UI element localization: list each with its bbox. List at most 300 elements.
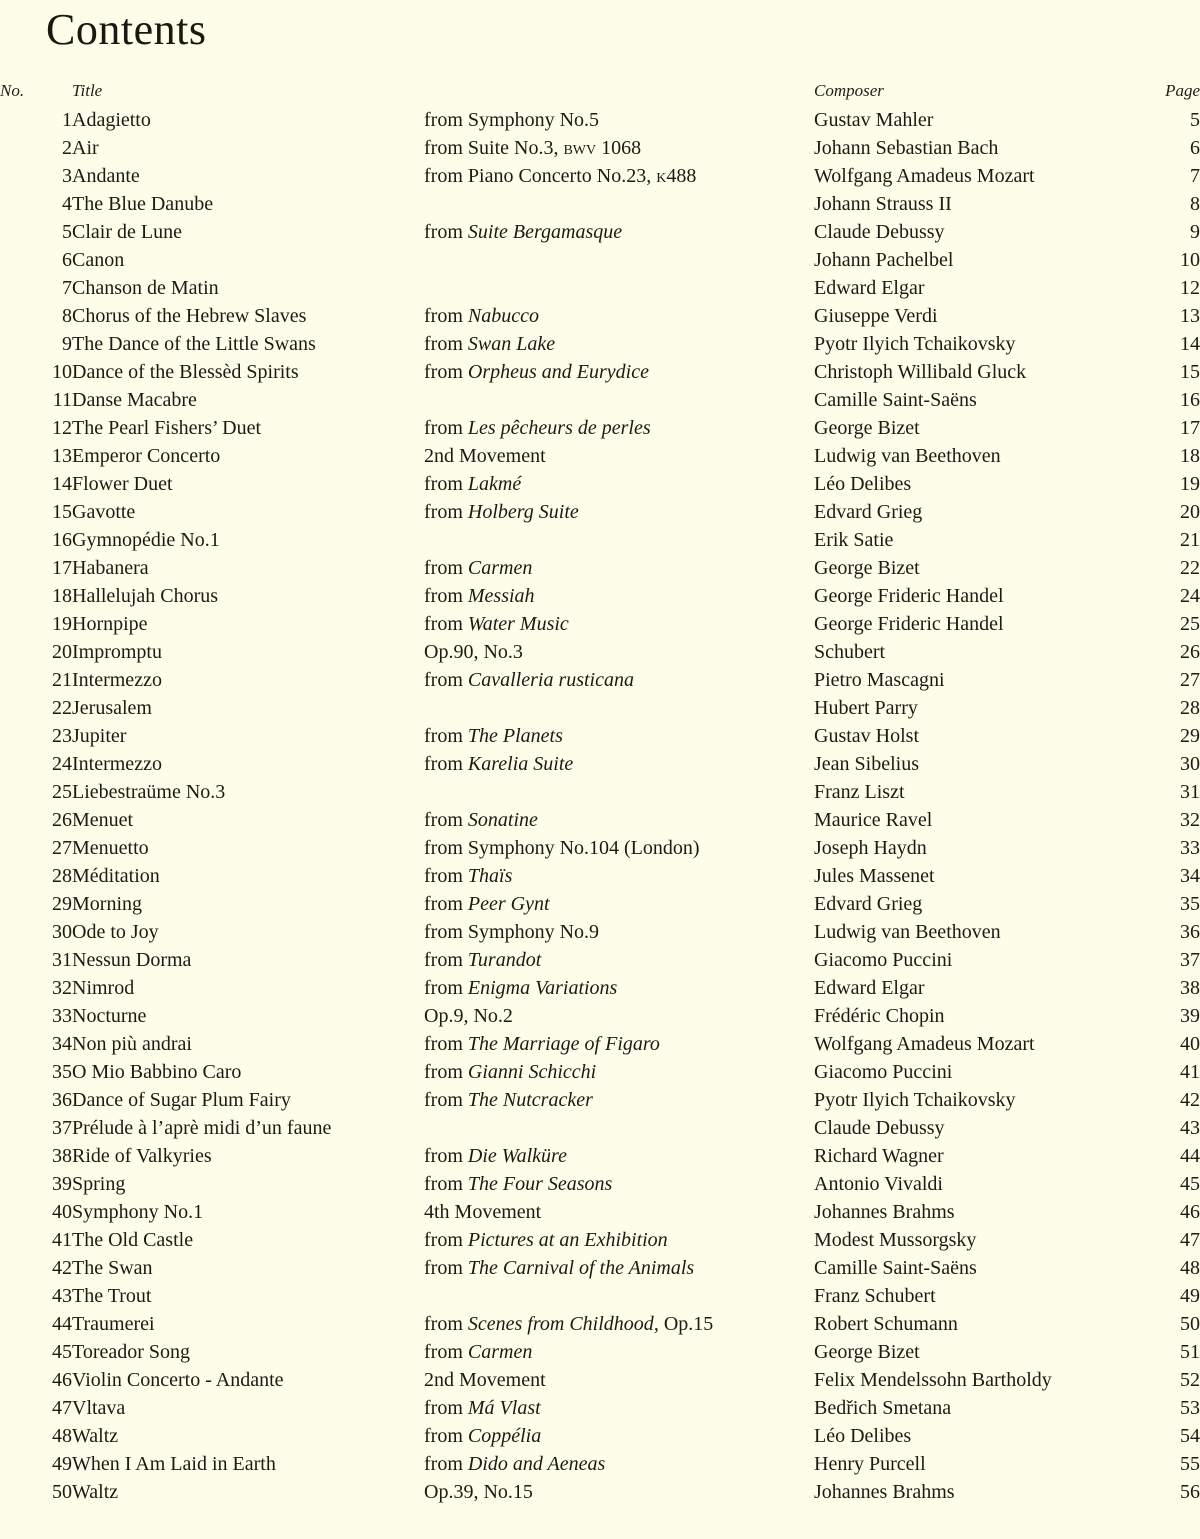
table-row[interactable] — [0, 722, 1200, 750]
table-row[interactable] — [0, 330, 1200, 358]
entry-composer: Edward Elgar — [814, 277, 925, 299]
entry-source: from Carmen — [424, 557, 533, 579]
entry-page-number[interactable]: 33 — [1180, 837, 1200, 859]
entry-source-work: Thaïs — [467, 865, 513, 887]
entry-source: from Carmen — [424, 1341, 533, 1363]
table-row[interactable] — [0, 806, 1200, 834]
entry-composer: George Bizet — [814, 557, 920, 579]
entry-page-number[interactable]: 14 — [1180, 333, 1200, 355]
table-row[interactable] — [0, 1086, 1200, 1114]
entry-source-work: The Planets — [467, 725, 563, 747]
entry-title[interactable]: Flower Duet — [72, 473, 173, 495]
entry-source: from Scenes from Childhood, Op.15 — [424, 1313, 714, 1335]
entry-page-number[interactable]: 13 — [1180, 305, 1200, 327]
entry-source-work: Orpheus and Eurydice — [467, 361, 649, 383]
entry-page-number[interactable]: 22 — [1180, 557, 1200, 579]
entry-number: 23 — [52, 725, 72, 747]
table-row[interactable] — [0, 1366, 1200, 1394]
entry-source-work: Peer Gynt — [467, 893, 550, 915]
entry-composer: Antonio Vivaldi — [814, 1173, 943, 1195]
table-row[interactable] — [0, 498, 1200, 526]
entry-composer: Claude Debussy — [814, 1117, 945, 1139]
entry-source-work: Symphony No.9 — [467, 921, 600, 943]
entry-source: from Karelia Suite — [424, 753, 574, 775]
entry-source — [424, 1478, 814, 1506]
entry-composer: Johann Pachelbel — [814, 249, 954, 271]
table-row[interactable] — [0, 1450, 1200, 1478]
entry-source-work: Cavalleria rusticana — [467, 669, 634, 691]
entry-source — [424, 1002, 814, 1030]
entry-page-number[interactable]: 36 — [1180, 921, 1200, 943]
entry-composer: Johannes Brahms — [814, 1201, 955, 1223]
table-header — [0, 76, 1200, 106]
entry-source — [424, 526, 814, 554]
entry-composer: Ludwig van Beethoven — [814, 921, 1001, 943]
table-row[interactable] — [0, 190, 1200, 218]
entry-source-work: Suite Bergamasque — [467, 221, 623, 243]
table-row[interactable] — [0, 1310, 1200, 1338]
table-row[interactable] — [0, 750, 1200, 778]
entry-composer: Felix Mendelssohn Bartholdy — [814, 1369, 1052, 1391]
entry-title[interactable]: Clair de Lune — [72, 221, 182, 243]
entry-page-number[interactable]: 20 — [1180, 501, 1200, 523]
entry-composer: Richard Wagner — [814, 1145, 944, 1167]
entry-page-number[interactable]: 55 — [1180, 1453, 1200, 1475]
table-row[interactable] — [0, 1422, 1200, 1450]
entry-page-number[interactable]: 41 — [1180, 1061, 1200, 1083]
entry-composer: Modest Mussorgsky — [814, 1229, 977, 1251]
entry-number: 4 — [62, 193, 72, 215]
entry-composer: Maurice Ravel — [814, 809, 933, 831]
entry-composer: Henry Purcell — [814, 1453, 926, 1475]
entry-composer: Erik Satie — [814, 529, 894, 551]
entry-number: 13 — [52, 445, 72, 467]
entry-number: 28 — [52, 865, 72, 887]
entry-page-number[interactable]: 26 — [1180, 641, 1200, 663]
catalogue-sigla: bwv — [563, 137, 597, 159]
entry-source-work: 4th Movement — [424, 1201, 542, 1223]
entry-title[interactable]: Ride of Valkyries — [72, 1145, 212, 1167]
entry-title[interactable]: Nocturne — [72, 1005, 147, 1027]
entry-title[interactable]: Intermezzo — [72, 753, 162, 775]
entry-composer: Wolfgang Amadeus Mozart — [814, 1033, 1035, 1055]
entry-page-number[interactable]: 5 — [1190, 109, 1200, 131]
entry-number: 38 — [52, 1145, 72, 1167]
entry-source-work: Nabucco — [467, 305, 539, 327]
entry-page-number[interactable]: 44 — [1180, 1145, 1200, 1167]
entry-composer: Ludwig van Beethoven — [814, 445, 1001, 467]
entry-page-number[interactable]: 19 — [1180, 473, 1200, 495]
entry-title[interactable]: Chanson de Matin — [72, 277, 219, 299]
entry-source: from Suite Bergamasque — [424, 221, 623, 243]
entry-composer: Johann Sebastian Bach — [814, 137, 999, 159]
entry-composer: Wolfgang Amadeus Mozart — [814, 165, 1035, 187]
entry-page-number[interactable]: 29 — [1180, 725, 1200, 747]
entry-page-number[interactable]: 9 — [1190, 221, 1200, 243]
entry-title[interactable]: The Old Castle — [72, 1229, 194, 1251]
entry-title[interactable]: Danse Macabre — [72, 389, 197, 411]
entry-title[interactable]: The Pearl Fishers’ Duet — [72, 417, 262, 439]
entry-number: 40 — [52, 1201, 72, 1223]
entry-composer: Pyotr Ilyich Tchaikovsky — [814, 333, 1016, 355]
entry-number: 50 — [52, 1481, 72, 1503]
entry-title[interactable]: Habanera — [72, 557, 149, 579]
table-row[interactable] — [0, 1478, 1200, 1506]
entry-source: from Orpheus and Eurydice — [424, 361, 649, 383]
entry-title[interactable]: Jupiter — [72, 725, 127, 747]
entry-source-work: Sonatine — [467, 809, 538, 831]
entry-page-number[interactable]: 10 — [1180, 249, 1200, 271]
entry-composer: George Frideric Handel — [814, 585, 1004, 607]
entry-page-number[interactable]: 39 — [1180, 1005, 1200, 1027]
column-header-composer: Composer — [814, 81, 884, 100]
entry-page-number[interactable]: 51 — [1180, 1341, 1200, 1363]
entry-source-work: Coppélia — [467, 1425, 542, 1447]
entry-source: from Lakmé — [424, 473, 522, 495]
page-title: Contents — [46, 5, 207, 54]
entry-page-number[interactable]: 27 — [1180, 669, 1200, 691]
entry-title[interactable]: Spring — [72, 1173, 126, 1195]
entry-number: 42 — [52, 1257, 72, 1279]
entry-page-number[interactable]: 30 — [1180, 753, 1200, 775]
entry-title[interactable]: Menuet — [72, 809, 134, 831]
entry-source — [424, 1114, 814, 1142]
table-row[interactable] — [0, 1002, 1200, 1030]
entry-composer: Edward Elgar — [814, 977, 925, 999]
table-row[interactable] — [0, 582, 1200, 610]
entry-source: from The Planets — [424, 725, 563, 747]
entry-source-work: Turandot — [467, 949, 542, 971]
entry-composer: Frédéric Chopin — [814, 1005, 945, 1027]
entry-source-work: The Nutcracker — [467, 1089, 593, 1111]
entry-number: 47 — [52, 1397, 72, 1419]
table-row[interactable] — [0, 1394, 1200, 1422]
entry-composer: Giuseppe Verdi — [814, 305, 938, 327]
entry-page-number[interactable]: 47 — [1180, 1229, 1200, 1251]
entry-page-number[interactable]: 24 — [1180, 585, 1200, 607]
entry-page-number[interactable]: 38 — [1180, 977, 1200, 999]
entry-page-number[interactable]: 8 — [1190, 193, 1200, 215]
entry-number: 22 — [52, 697, 72, 719]
entry-number: 7 — [62, 277, 72, 299]
entry-title[interactable]: Morning — [72, 893, 142, 915]
entry-page-number[interactable]: 49 — [1180, 1285, 1200, 1307]
entry-title[interactable]: Ode to Joy — [72, 921, 159, 943]
entry-composer: Hubert Parry — [814, 697, 918, 719]
entry-source: from Coppélia — [424, 1425, 542, 1447]
entry-page-number[interactable]: 43 — [1180, 1117, 1200, 1139]
entry-source-work: Piano Concerto No.23, k488 — [467, 165, 697, 187]
entry-title[interactable]: Dance of the Blessèd Spirits — [72, 361, 299, 383]
table-row[interactable] — [0, 1030, 1200, 1058]
entry-page-number[interactable]: 16 — [1180, 389, 1200, 411]
entry-page-number[interactable]: 12 — [1180, 277, 1200, 299]
entry-source — [424, 1198, 814, 1226]
entry-source: from Water Music — [424, 613, 569, 635]
entry-title[interactable]: Liebestraüme No.3 — [72, 781, 226, 803]
table-row[interactable] — [0, 862, 1200, 890]
entry-page-number[interactable]: 52 — [1180, 1369, 1200, 1391]
entry-number: 30 — [52, 921, 72, 943]
entry-number: 15 — [52, 501, 72, 523]
entry-page-number[interactable]: 42 — [1180, 1089, 1200, 1111]
entry-composer: Robert Schumann — [814, 1313, 958, 1335]
entry-number: 34 — [52, 1033, 72, 1055]
entry-page-number[interactable]: 21 — [1180, 529, 1200, 551]
entry-title[interactable]: The Blue Danube — [72, 193, 214, 215]
entry-number: 17 — [52, 557, 72, 579]
entry-page-number[interactable]: 54 — [1180, 1425, 1200, 1447]
entry-composer: Schubert — [814, 641, 886, 663]
table-row[interactable] — [0, 946, 1200, 974]
entry-number: 25 — [52, 781, 72, 803]
entry-page-number[interactable]: 53 — [1180, 1397, 1200, 1419]
entry-page-number[interactable]: 34 — [1180, 865, 1200, 887]
entry-page-number[interactable]: 32 — [1180, 809, 1200, 831]
entry-source-work: Op.90, No.3 — [424, 641, 523, 663]
entry-title[interactable]: Prélude à l’aprè midi d’un faune — [72, 1117, 332, 1139]
entry-composer: Bedřich Smetana — [814, 1397, 952, 1419]
entry-number: 45 — [52, 1341, 72, 1363]
entry-composer: Gustav Mahler — [814, 109, 934, 131]
table-row[interactable] — [0, 442, 1200, 470]
entry-number: 14 — [52, 473, 72, 495]
entry-number: 39 — [52, 1173, 72, 1195]
entry-source — [424, 778, 814, 806]
entry-source — [424, 190, 814, 218]
entry-page-number[interactable]: 31 — [1180, 781, 1200, 803]
entry-title[interactable]: Violin Concerto - Andante — [72, 1369, 284, 1391]
entry-page-number[interactable]: 25 — [1180, 613, 1200, 635]
entry-page-number[interactable]: 37 — [1180, 949, 1200, 971]
entry-title[interactable]: Traumerei — [72, 1313, 155, 1335]
entry-composer: Jules Massenet — [814, 865, 935, 887]
table-row[interactable] — [0, 386, 1200, 414]
table-row[interactable] — [0, 1226, 1200, 1254]
entry-source-work: Les pêcheurs de perles — [467, 417, 651, 439]
entry-number: 10 — [52, 361, 72, 383]
entry-title[interactable]: O Mio Babbino Caro — [72, 1061, 242, 1083]
entry-title[interactable]: Waltz — [72, 1425, 119, 1447]
entry-title[interactable]: Non più andrai — [72, 1033, 192, 1055]
entry-source-work: Water Music — [467, 613, 569, 635]
entry-source: from Piano Concerto No.23, k488 — [424, 165, 697, 187]
entry-page-number[interactable]: 46 — [1180, 1201, 1200, 1223]
entry-source-work: Symphony No.104 (London) — [467, 837, 700, 859]
entry-source-work: Op.9, No.2 — [424, 1005, 513, 1027]
column-header-no: No. — [0, 81, 25, 100]
entry-composer: Johann Strauss II — [814, 193, 952, 215]
entry-source: from The Carnival of the Animals — [424, 1257, 695, 1279]
entry-title[interactable]: Hallelujah Chorus — [72, 585, 219, 607]
entry-title[interactable]: Nessun Dorma — [72, 949, 192, 971]
entry-title[interactable]: Nimrod — [72, 977, 135, 999]
entry-title[interactable]: Impromptu — [72, 641, 162, 663]
table-row[interactable] — [0, 638, 1200, 666]
entry-number: 2 — [62, 137, 72, 159]
entry-page-number[interactable]: 45 — [1180, 1173, 1200, 1195]
entry-source — [424, 694, 814, 722]
entry-title[interactable]: Symphony No.1 — [72, 1201, 204, 1223]
table-row[interactable] — [0, 302, 1200, 330]
table-row[interactable] — [0, 554, 1200, 582]
entry-composer: Camille Saint-Saëns — [814, 1257, 977, 1279]
entry-composer: Franz Liszt — [814, 781, 905, 803]
entry-source-work: The Carnival of the Animals — [467, 1257, 695, 1279]
entry-source — [424, 246, 814, 274]
table-row[interactable] — [0, 274, 1200, 302]
entry-source-work: Pictures at an Exhibition — [467, 1229, 668, 1251]
entry-source: from Les pêcheurs de perles — [424, 417, 651, 439]
entry-number: 37 — [52, 1117, 72, 1139]
entry-source-work: Suite No.3, bwv 1068 — [467, 137, 642, 159]
entry-page-number[interactable]: 28 — [1180, 697, 1200, 719]
entry-number: 20 — [52, 641, 72, 663]
entry-source: from Peer Gynt — [424, 893, 550, 915]
entry-page-number[interactable]: 56 — [1180, 1481, 1200, 1503]
table-row[interactable] — [0, 778, 1200, 806]
table-row[interactable] — [0, 890, 1200, 918]
entry-page-number[interactable]: 7 — [1190, 165, 1200, 187]
entry-title[interactable]: Emperor Concerto — [72, 445, 221, 467]
entry-composer: Franz Schubert — [814, 1285, 936, 1307]
entry-number: 48 — [52, 1425, 72, 1447]
entry-source: from Messiah — [424, 585, 535, 607]
entry-composer: Edvard Grieg — [814, 893, 923, 915]
entry-source-work: 2nd Movement — [424, 1369, 546, 1391]
entry-source: from Holberg Suite — [424, 501, 579, 523]
entry-title[interactable]: Air — [72, 137, 99, 159]
entry-title[interactable]: Gavotte — [72, 501, 136, 523]
entry-page-number[interactable]: 48 — [1180, 1257, 1200, 1279]
entry-title[interactable]: Chorus of the Hebrew Slaves — [72, 305, 307, 327]
entry-number: 26 — [52, 809, 72, 831]
table-row[interactable] — [0, 1058, 1200, 1086]
entry-number: 46 — [52, 1369, 72, 1391]
entry-title[interactable]: Waltz — [72, 1481, 119, 1503]
table-row[interactable] — [0, 1282, 1200, 1310]
table-row[interactable] — [0, 1142, 1200, 1170]
entry-composer: Edvard Grieg — [814, 501, 923, 523]
table-row[interactable] — [0, 106, 1200, 134]
entry-page-number[interactable]: 15 — [1180, 361, 1200, 383]
entry-title[interactable]: When I Am Laid in Earth — [72, 1453, 276, 1475]
contents-table — [0, 76, 1200, 1506]
entry-title[interactable]: Menuetto — [72, 837, 149, 859]
entry-page-number[interactable]: 17 — [1180, 417, 1200, 439]
entry-title[interactable]: Andante — [72, 165, 140, 187]
entry-source — [424, 1366, 814, 1394]
entry-source: from Gianni Schicchi — [424, 1061, 597, 1083]
entry-source-work: The Marriage of Figaro — [467, 1033, 660, 1055]
entry-page-number[interactable]: 35 — [1180, 893, 1200, 915]
entry-number: 24 — [52, 753, 72, 775]
entry-title[interactable]: Méditation — [72, 865, 160, 887]
entry-title[interactable]: Canon — [72, 249, 125, 271]
table-row[interactable] — [0, 162, 1200, 190]
entry-source-work: Messiah — [467, 585, 535, 607]
entry-number: 32 — [52, 977, 72, 999]
entry-composer: George Bizet — [814, 1341, 920, 1363]
entry-source-work: Op.39, No.15 — [424, 1481, 533, 1503]
entry-title[interactable]: The Trout — [72, 1285, 152, 1307]
entry-title[interactable]: Dance of Sugar Plum Fairy — [72, 1089, 291, 1111]
entry-number: 18 — [52, 585, 72, 607]
table-row[interactable] — [0, 974, 1200, 1002]
table-row[interactable] — [0, 694, 1200, 722]
catalogue-sigla: k — [656, 165, 667, 187]
entry-source: from Pictures at an Exhibition — [424, 1229, 668, 1251]
entry-page-number[interactable]: 18 — [1180, 445, 1200, 467]
entry-title[interactable]: The Dance of the Little Swans — [72, 333, 316, 355]
entry-title[interactable]: Toreador Song — [72, 1341, 191, 1363]
entry-composer: Pyotr Ilyich Tchaikovsky — [814, 1089, 1016, 1111]
table-row[interactable] — [0, 134, 1200, 162]
table-row[interactable] — [0, 246, 1200, 274]
table-row[interactable] — [0, 526, 1200, 554]
column-header-source — [424, 76, 814, 106]
entry-title[interactable]: Gymnopédie No.1 — [72, 529, 220, 551]
entry-title[interactable]: Intermezzo — [72, 669, 162, 691]
table-row[interactable] — [0, 666, 1200, 694]
entry-page-number[interactable]: 40 — [1180, 1033, 1200, 1055]
entry-number: 43 — [52, 1285, 72, 1307]
entry-source-work: 2nd Movement — [424, 445, 546, 467]
entry-number: 33 — [52, 1005, 72, 1027]
table-row[interactable] — [0, 218, 1200, 246]
entry-source-work: Karelia Suite — [467, 753, 574, 775]
entry-source: from Sonatine — [424, 809, 538, 831]
entry-source-work: Symphony No.5 — [467, 109, 600, 131]
table-row[interactable] — [0, 358, 1200, 386]
entry-source: from Symphony No.9 — [424, 921, 600, 943]
table-row[interactable] — [0, 1338, 1200, 1366]
entry-composer: Johannes Brahms — [814, 1481, 955, 1503]
entry-source-work: Swan Lake — [467, 333, 556, 355]
table-row[interactable] — [0, 834, 1200, 862]
table-row[interactable] — [0, 1254, 1200, 1282]
entry-source-work: Die Walküre — [467, 1145, 567, 1167]
table-row[interactable] — [0, 610, 1200, 638]
entry-title[interactable]: The Swan — [72, 1257, 153, 1279]
entry-source: from Symphony No.5 — [424, 109, 600, 131]
entry-source — [424, 274, 814, 302]
entry-source — [424, 386, 814, 414]
entry-composer: Claude Debussy — [814, 221, 945, 243]
entry-composer: Giacomo Puccini — [814, 1061, 953, 1083]
entry-page-number[interactable]: 50 — [1180, 1313, 1200, 1335]
entry-source: from Cavalleria rusticana — [424, 669, 634, 691]
entry-page-number[interactable]: 6 — [1190, 137, 1200, 159]
entry-number: 16 — [52, 529, 72, 551]
entry-number: 44 — [52, 1313, 72, 1335]
table-row[interactable] — [0, 414, 1200, 442]
entry-composer: Gustav Holst — [814, 725, 919, 747]
table-row[interactable] — [0, 470, 1200, 498]
entry-title[interactable]: Jerusalem — [72, 697, 152, 719]
table-header-row — [0, 76, 1200, 106]
table-row[interactable] — [0, 918, 1200, 946]
entry-title[interactable]: Hornpipe — [72, 613, 148, 635]
table-row[interactable] — [0, 1114, 1200, 1142]
column-header-page: Page — [1165, 81, 1200, 100]
table-row[interactable] — [0, 1198, 1200, 1226]
entry-title[interactable]: Vltava — [72, 1397, 126, 1419]
entry-source-work: Scenes from Childhood — [467, 1313, 654, 1335]
entry-composer: Léo Delibes — [814, 1425, 912, 1447]
table-row[interactable] — [0, 1170, 1200, 1198]
entry-title[interactable]: Adagietto — [72, 109, 151, 131]
